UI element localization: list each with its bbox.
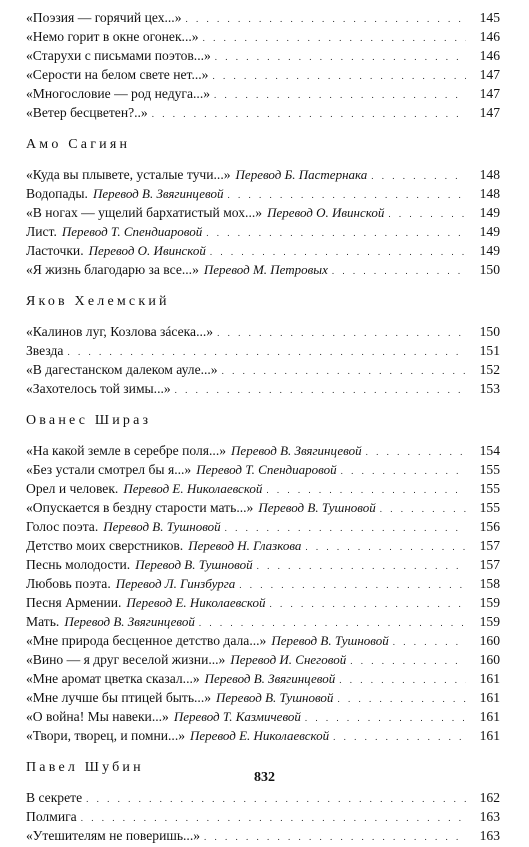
- author-section: [26, 291, 500, 398]
- entry-title: Песня Армении.: [26, 595, 122, 610]
- author-section: [26, 134, 500, 279]
- entry-page: 150: [479, 324, 500, 339]
- toc-entry: [26, 650, 500, 669]
- entry-title: Лист.: [26, 224, 57, 239]
- entry-title: «Поэзия — горячий цех...»: [26, 10, 182, 25]
- entry-title: «Куда вы плывете, усталые тучи...»: [26, 167, 231, 182]
- entry-title: «Многословие — род недуга...»: [26, 86, 211, 101]
- entry-page: 147: [479, 67, 500, 82]
- entry-translator: Перевод Е. Николаевской: [126, 595, 266, 610]
- entry-page: 163: [479, 809, 500, 824]
- entry-title: Песнь молодости.: [26, 557, 131, 572]
- dot-leader: [212, 67, 466, 86]
- entry-page: 147: [479, 86, 500, 101]
- toc-entry: [26, 322, 500, 341]
- toc-sections: [26, 134, 500, 845]
- toc-entry: [26, 222, 500, 241]
- toc-entry: [26, 341, 500, 360]
- entry-page: 154: [479, 443, 500, 458]
- toc-entry: [26, 807, 500, 826]
- entry-page: 155: [479, 462, 500, 477]
- entry-title: Водопады.: [26, 186, 88, 201]
- entry-title: «Калинов луг, Козлова зáсека...»: [26, 324, 214, 339]
- dot-leader: [337, 690, 466, 709]
- dot-leader: [332, 262, 466, 281]
- entry-translator: Перевод Т. Казмичевой: [173, 709, 301, 724]
- entry-title: Мать.: [26, 614, 60, 629]
- entry-page: 163: [479, 828, 500, 843]
- entry-page: 150: [479, 262, 500, 277]
- entry-translator: Перевод В. Тушновой: [103, 519, 221, 534]
- toc-entry: [26, 631, 500, 650]
- dot-leader: [206, 224, 466, 243]
- entry-title: «В ногах — ущелий бархатистый мох...»: [26, 205, 263, 220]
- dot-leader: [270, 595, 467, 614]
- toc-entry: [26, 788, 500, 807]
- dot-leader: [239, 576, 466, 595]
- entry-title: «Вино — я друг веселой жизни...»: [26, 652, 226, 667]
- entry-page: 148: [479, 186, 500, 201]
- entry-page: 157: [479, 538, 500, 553]
- entry-page: 155: [479, 500, 500, 515]
- toc-entry: [26, 241, 500, 260]
- entry-title: «Немо горит в окне огонек...»: [26, 29, 199, 44]
- entry-page: 161: [479, 671, 500, 686]
- entry-page: 146: [479, 48, 500, 63]
- entry-translator: Перевод О. Ивинской: [88, 243, 206, 258]
- dot-leader: [152, 105, 466, 124]
- entry-page: 146: [479, 29, 500, 44]
- author-heading: Яков Хелемский: [26, 294, 170, 309]
- page-number: 832: [254, 770, 275, 785]
- entry-translator: Перевод Н. Глазкова: [188, 538, 302, 553]
- author-heading: Павел Шубин: [26, 760, 144, 775]
- dot-leader: [333, 728, 466, 747]
- entry-title: «О война! Мы навеки...»: [26, 709, 169, 724]
- entry-page: 156: [479, 519, 500, 534]
- dot-leader: [305, 538, 466, 557]
- toc-entry: [26, 441, 500, 460]
- lead-entries: [26, 8, 500, 122]
- entry-title: «Захотелось той зимы...»: [26, 381, 171, 396]
- toc-entry: [26, 27, 500, 46]
- entry-page: 161: [479, 709, 500, 724]
- entry-page: 149: [479, 224, 500, 239]
- entry-page: 158: [479, 576, 500, 591]
- toc-entry: [26, 593, 500, 612]
- entry-page: 161: [479, 690, 500, 705]
- toc-entry: [26, 612, 500, 631]
- entry-translator: Перевод В. Звягинцевой: [204, 671, 336, 686]
- entry-title: Любовь поэта.: [26, 576, 111, 591]
- entry-translator: Перевод Е. Николаевской: [123, 481, 263, 496]
- toc-entry: [26, 103, 500, 122]
- entry-translator: Перевод В. Тушновой: [216, 690, 334, 705]
- dot-leader: [341, 462, 466, 481]
- toc-entry: [26, 65, 500, 84]
- author-section: [26, 410, 500, 745]
- toc-entry: [26, 726, 500, 745]
- entry-translator: Перевод Е. Николаевской: [190, 728, 330, 743]
- entry-title: «Мне природа бесценное детство дала...»: [26, 633, 267, 648]
- entry-translator: Перевод И. Снеговой: [230, 652, 347, 667]
- toc-entry: [26, 555, 500, 574]
- toc-entry: [26, 826, 500, 845]
- toc-entry: [26, 260, 500, 279]
- entry-translator: Перевод М. Петровых: [203, 262, 328, 277]
- entry-page: 159: [479, 614, 500, 629]
- toc-entry: [26, 498, 500, 517]
- toc-entry: [26, 479, 500, 498]
- dot-leader: [186, 10, 467, 29]
- dot-leader: [215, 48, 466, 67]
- entry-title: «Утешителям не поверишь...»: [26, 828, 201, 843]
- toc-entry: [26, 46, 500, 65]
- entry-page: 147: [479, 105, 500, 120]
- entry-page: 148: [479, 167, 500, 182]
- entry-title: «Старухи с письмами поэтов...»: [26, 48, 211, 63]
- entry-title: Звезда: [26, 343, 64, 358]
- entry-translator: Перевод О. Ивинской: [267, 205, 385, 220]
- dot-leader: [388, 205, 466, 224]
- entry-translator: Перевод В. Тушновой: [135, 557, 253, 572]
- entry-translator: Перевод Б. Пастернака: [235, 167, 368, 182]
- entry-translator: Перевод В. Звягинцевой: [231, 443, 362, 458]
- toc-entry: [26, 379, 500, 398]
- entry-title: Голос поэта.: [26, 519, 99, 534]
- entry-title: «Без устали смотрел бы я...»: [26, 462, 192, 477]
- entry-title: «Мне лучше бы птицей быть...»: [26, 690, 212, 705]
- entry-translator: Перевод Т. Спендиаровой: [196, 462, 337, 477]
- toc-entry: [26, 669, 500, 688]
- toc-entry: [26, 8, 500, 27]
- toc-entry: [26, 360, 500, 379]
- dot-leader: [371, 167, 466, 186]
- entry-title: «Мне аромат цветка сказал...»: [26, 671, 200, 686]
- dot-leader: [339, 671, 466, 690]
- entry-title: «В дагестанском далеком ауле...»: [26, 362, 218, 377]
- toc-entry: [26, 84, 500, 103]
- entry-page: 157: [479, 557, 500, 572]
- entry-title: «Твори, творец, и помни...»: [26, 728, 186, 743]
- dot-leader: [203, 29, 466, 48]
- toc-entry: [26, 517, 500, 536]
- dot-leader: [175, 381, 466, 400]
- dot-leader: [222, 362, 466, 381]
- entry-page: 155: [479, 481, 500, 496]
- entry-translator: Перевод Л. Гинзбурга: [115, 576, 236, 591]
- entry-title: Детство моих сверстников.: [26, 538, 184, 553]
- dot-leader: [257, 557, 466, 576]
- entry-page: 160: [479, 633, 500, 648]
- dot-leader: [350, 652, 466, 671]
- entry-translator: Перевод В. Тушновой: [258, 500, 376, 515]
- author-heading: Ованес Шираз: [26, 413, 152, 428]
- entry-title: «Опускается в бездну старости мать...»: [26, 500, 254, 515]
- toc-entry: [26, 707, 500, 726]
- toc-entry: [26, 184, 500, 203]
- entry-page: 161: [479, 728, 500, 743]
- dot-leader: [380, 500, 466, 519]
- entry-page: 149: [479, 243, 500, 258]
- toc-entry: [26, 536, 500, 555]
- dot-leader: [204, 828, 466, 847]
- entry-title: Ласточки.: [26, 243, 84, 258]
- entry-translator: Перевод В. Звягинцевой: [92, 186, 224, 201]
- toc-entry: [26, 203, 500, 222]
- entry-page: 159: [479, 595, 500, 610]
- entry-page: 153: [479, 381, 500, 396]
- entry-page: 152: [479, 362, 500, 377]
- dot-leader: [214, 86, 466, 105]
- entry-page: 149: [479, 205, 500, 220]
- dot-leader: [366, 443, 466, 462]
- entry-translator: Перевод В. Тушновой: [271, 633, 389, 648]
- table-of-contents: [26, 8, 500, 845]
- dot-leader: [217, 324, 466, 343]
- entry-title: «На какой земле в серебре поля...»: [26, 443, 227, 458]
- toc-entry: [26, 165, 500, 184]
- entry-title: Орел и человек.: [26, 481, 119, 496]
- author-heading: Амо Сагиян: [26, 137, 131, 152]
- entry-title: В секрете: [26, 790, 83, 805]
- entry-page: 160: [479, 652, 500, 667]
- entry-page: 145: [479, 10, 500, 25]
- entry-title: «Я жизнь благодарю за все...»: [26, 262, 199, 277]
- entry-title: Полмига: [26, 809, 77, 824]
- entry-page: 162: [479, 790, 500, 805]
- entry-page: 151: [479, 343, 500, 358]
- toc-entry: [26, 688, 500, 707]
- entry-title: «Серости на белом свете нет...»: [26, 67, 209, 82]
- dot-leader: [393, 633, 466, 652]
- entry-translator: Перевод Т. Спендиаровой: [61, 224, 203, 239]
- toc-entry: [26, 460, 500, 479]
- entry-title: «Ветер бесцветен?..»: [26, 105, 148, 120]
- entry-translator: Перевод В. Звягинцевой: [64, 614, 195, 629]
- toc-entry: [26, 574, 500, 593]
